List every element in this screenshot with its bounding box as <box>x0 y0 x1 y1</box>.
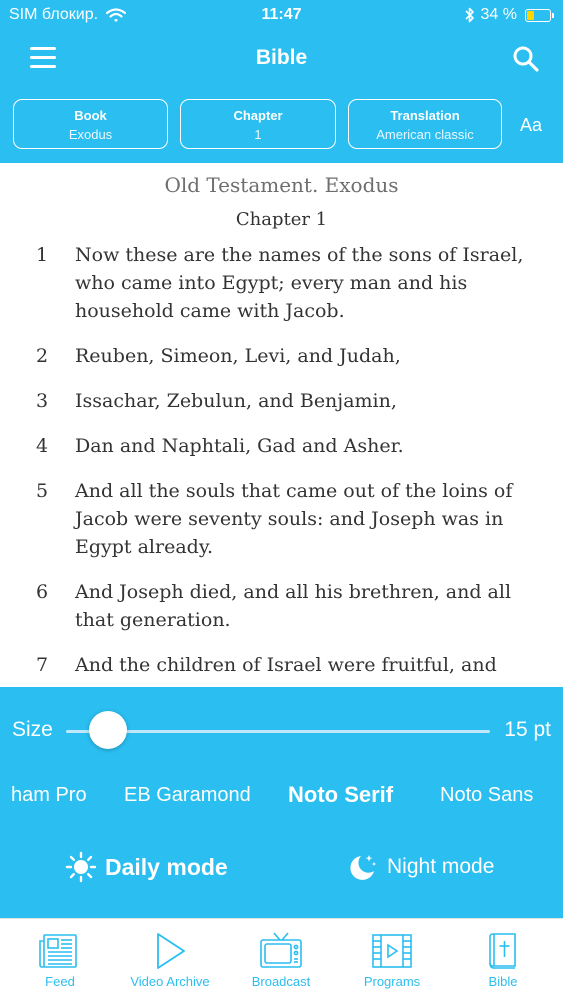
reference-selectors <box>0 99 563 151</box>
newspaper-icon <box>38 931 82 971</box>
film-strip-icon <box>370 931 414 971</box>
status-time: 11:47 <box>261 6 302 23</box>
daily-mode-button[interactable] <box>65 851 228 883</box>
chapter-selector-value: 1 <box>254 127 262 142</box>
verse-text <box>75 241 540 325</box>
verse-line: Now these are the names of the sons of Israel, <box>75 244 524 266</box>
status-right <box>465 6 551 24</box>
verse-text <box>75 387 540 415</box>
tab-bible[interactable] <box>443 919 563 1000</box>
verse-number: 2 <box>35 345 49 367</box>
verse-text <box>75 578 540 634</box>
tab-label: Bible <box>488 974 518 989</box>
carrier-label: SIM блокир. <box>9 6 99 23</box>
verse-line: And all the souls that came out of the loins of <box>75 480 513 502</box>
font-size-slider-knob[interactable] <box>89 711 127 749</box>
font-option[interactable]: ham Pro <box>11 784 87 806</box>
verse-text <box>75 432 540 460</box>
daily-mode-label: Daily mode <box>105 853 228 880</box>
verse-line: Reuben, Simeon, Levi, and Judah, <box>75 345 401 367</box>
font-size-slider-track[interactable] <box>66 730 490 733</box>
verse-text <box>75 477 540 561</box>
tab-label: Broadcast <box>251 974 311 989</box>
page-title: Bible <box>255 46 308 69</box>
bluetooth-icon <box>465 7 475 23</box>
verse-text <box>75 651 540 679</box>
verse-number: 4 <box>35 435 49 457</box>
nav-bar <box>0 30 563 86</box>
chapter-selector-label: Chapter <box>233 108 283 123</box>
verse-text <box>75 342 540 370</box>
play-icon <box>148 931 192 971</box>
bible-text-area[interactable] <box>0 163 563 687</box>
font-settings-button[interactable]: Aa <box>520 115 543 135</box>
font-option[interactable]: EB Garamond <box>124 784 251 806</box>
verse-line: household came with Jacob. <box>75 300 345 322</box>
tab-video-archive[interactable] <box>110 919 230 1000</box>
tv-icon <box>259 931 303 971</box>
verse-line: that generation. <box>75 609 231 631</box>
verse-line: And the children of Israel were fruitful, and <box>75 654 497 676</box>
font-option[interactable]: Noto Serif <box>288 782 394 807</box>
verse-line: Egypt already. <box>75 536 214 558</box>
tab-label: Video Archive <box>130 974 210 989</box>
verse-line: And Joseph died, and all his brethren, and all <box>75 581 512 603</box>
font-family-picker <box>0 784 563 814</box>
battery-percent: 34 % <box>480 6 517 23</box>
verse-number: 5 <box>35 480 49 502</box>
bottom-tab-bar <box>0 918 563 1000</box>
search-icon[interactable] <box>511 44 541 74</box>
night-mode-label: Night mode <box>387 855 495 878</box>
chapter-title: Chapter 1 <box>235 209 328 230</box>
translation-selector-label: Translation <box>390 108 460 123</box>
verse-number: 6 <box>35 581 49 603</box>
tab-broadcast[interactable] <box>221 919 341 1000</box>
status-bar <box>0 0 563 30</box>
verse[interactable] <box>0 651 563 679</box>
app-header <box>0 0 563 163</box>
battery-fill <box>527 11 534 20</box>
sun-icon <box>65 851 97 883</box>
bible-book-icon <box>481 931 525 971</box>
book-selector-value: Exodus <box>68 127 113 142</box>
tab-label: Programs <box>363 974 421 989</box>
verse-line: Jacob were seventy souls: and Joseph was in <box>75 508 504 530</box>
verse[interactable] <box>0 477 563 561</box>
book-selector-label: Book <box>74 108 107 123</box>
verse[interactable] <box>0 578 563 634</box>
tab-label: Feed <box>45 974 75 989</box>
translation-selector[interactable] <box>348 99 502 149</box>
book-selector[interactable] <box>13 99 168 149</box>
tab-programs[interactable] <box>332 919 452 1000</box>
display-mode-picker <box>0 851 563 891</box>
verse-number: 3 <box>35 390 49 412</box>
battery-icon <box>525 9 551 22</box>
moon-stars-icon <box>347 851 379 883</box>
verse-number: 1 <box>35 244 49 266</box>
night-mode-button[interactable] <box>347 851 494 883</box>
verse[interactable] <box>0 432 563 460</box>
verse-line: who came into Egypt; every man and his <box>75 272 468 294</box>
translation-selector-value: American classic <box>376 127 474 142</box>
verse[interactable] <box>0 241 563 325</box>
verse[interactable] <box>0 387 563 415</box>
size-value: 15 pt <box>504 718 551 741</box>
tab-feed[interactable] <box>0 919 120 1000</box>
verse-line: Issachar, Zebulun, and Benjamin, <box>75 390 397 412</box>
testament-title: Old Testament. Exodus <box>164 173 399 197</box>
text-settings-panel <box>0 687 563 918</box>
size-label: Size <box>12 718 53 741</box>
verse-line: Dan and Naphtali, Gad and Asher. <box>75 435 404 457</box>
verse-number: 7 <box>35 654 49 676</box>
font-option[interactable]: Noto Sans <box>440 784 534 806</box>
verse[interactable] <box>0 342 563 370</box>
chapter-selector[interactable] <box>180 99 336 149</box>
